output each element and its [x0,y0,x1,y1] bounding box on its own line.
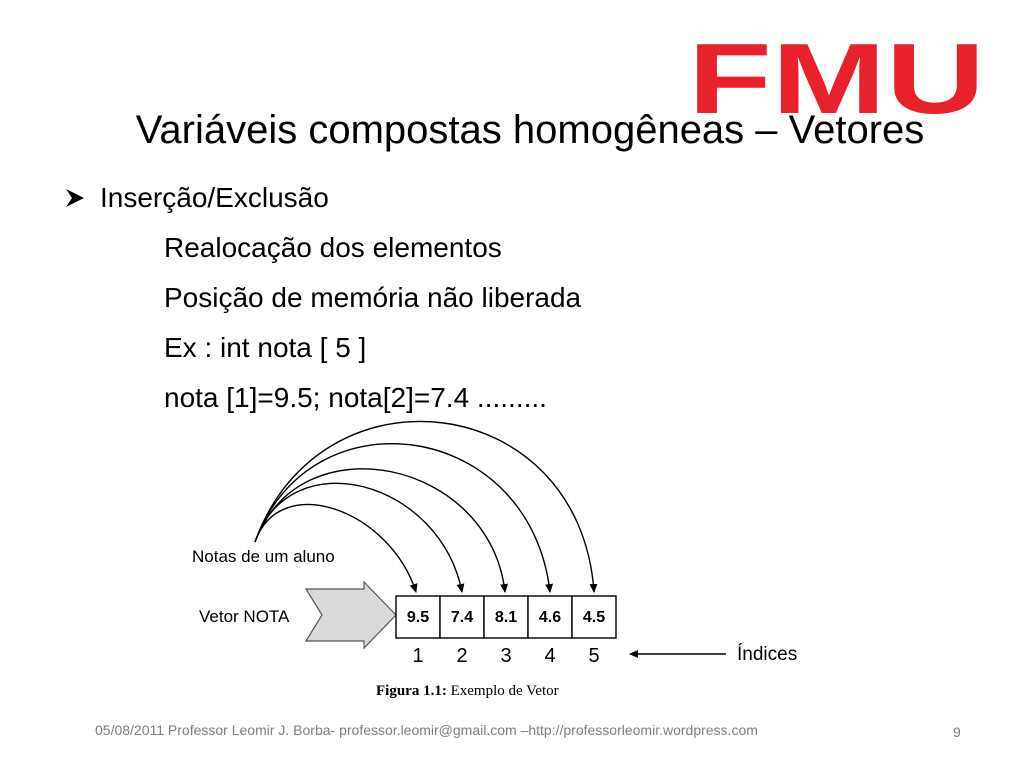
cell-value-3: 8.1 [494,609,518,626]
sub-line-3: Ex : int nota [ 5 ] [164,332,367,363]
vetor-label: Vetor NOTA [199,607,290,626]
index-4: 4 [544,645,556,667]
caption-text: Exemplo de Vetor [446,683,559,699]
notas-label: Notas de um aluno [192,547,335,566]
curve-arrow-2 [255,483,462,592]
indices-label: Índices [737,644,798,665]
figure-caption [376,683,559,699]
index-1: 1 [412,645,424,667]
cell-value-5: 4.5 [582,609,606,626]
index-5: 5 [588,645,600,667]
cell-value-4: 4.6 [538,609,562,626]
sub-line-2: Posição de memória não liberada [164,282,582,313]
bullet-text: Inserção/Exclusão [100,182,329,213]
curve-arrow-4 [255,444,550,592]
footer-text: 05/08/2011 Professor Leomir J. Borba- professor.leomir@gmail.com –http://professorleomir.wordpress.com [95,722,758,738]
cell-value-1: 9.5 [406,609,430,626]
sub-line-4: nota [1]=9.5; nota[2]=7.4 ......... [164,382,547,413]
vector-pointer-arrow [306,582,396,648]
logo-text: FMU [688,36,985,116]
index-3: 3 [500,645,512,667]
caption-bold: Figura 1.1: [376,683,447,699]
page-number: 9 [953,724,961,740]
sub-line-1: Realocação dos elementos [164,232,502,263]
curve-arrow-3 [255,469,505,592]
slide-title: Variáveis compostas homogêneas – Vetores [135,108,925,152]
cell-value-2: 7.4 [450,609,474,626]
index-2: 2 [456,645,468,667]
